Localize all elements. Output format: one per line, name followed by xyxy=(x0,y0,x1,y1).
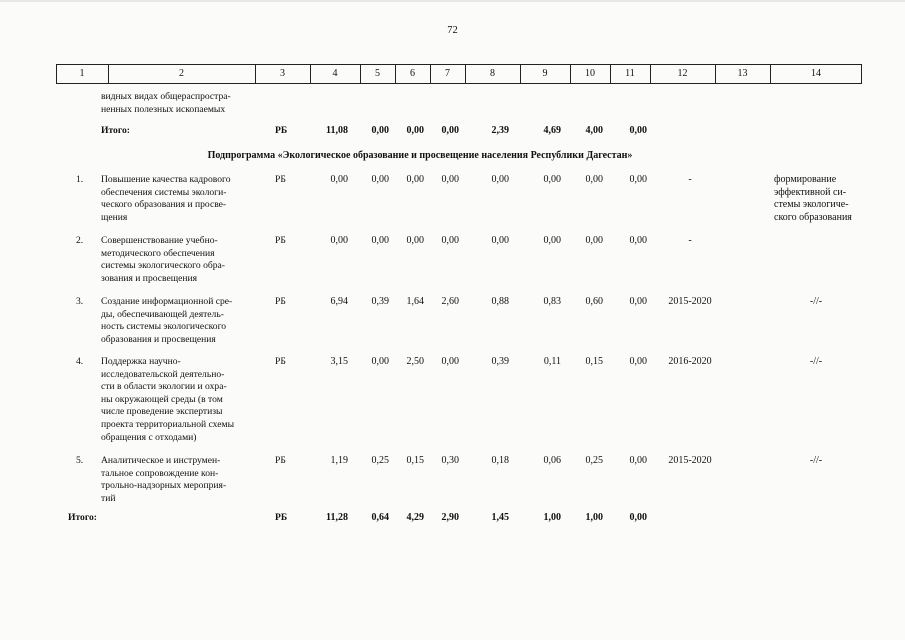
row-result: -//- xyxy=(809,455,823,466)
row-number: 1. xyxy=(76,174,84,185)
total-source: РБ xyxy=(275,512,288,523)
row-value: 1,64 xyxy=(406,296,424,307)
total-value: 1,00 xyxy=(543,512,561,523)
column-header-8: 8 xyxy=(490,68,495,79)
row-value: 0,39 xyxy=(371,296,389,307)
column-divider xyxy=(430,64,431,84)
column-divider xyxy=(395,64,396,84)
subprogram-title: Подпрограмма «Экологическое образование и просвещение населения Республики Дагестан» xyxy=(207,150,633,161)
row-value: 0,11 xyxy=(543,356,561,367)
subtotal-value: 0,00 xyxy=(406,125,424,136)
row-number: 2. xyxy=(76,235,84,246)
row-period: 2015-2020 xyxy=(668,296,712,307)
row-period: - xyxy=(688,235,692,246)
subtotal-value: 2,39 xyxy=(491,125,509,136)
column-header-13: 13 xyxy=(737,68,748,79)
row-value: 0,00 xyxy=(441,356,459,367)
row-source: РБ xyxy=(275,455,286,466)
row-value: 6,94 xyxy=(330,296,348,307)
column-divider xyxy=(715,64,716,84)
row-source: РБ xyxy=(275,235,286,246)
row-value: 0,00 xyxy=(371,174,389,185)
row-value: 0,00 xyxy=(441,235,459,246)
column-header-1: 1 xyxy=(79,68,85,79)
row-source: РБ xyxy=(275,174,286,185)
column-header-3: 3 xyxy=(280,68,285,79)
row-value: 0,15 xyxy=(406,455,424,466)
row-value: 0,00 xyxy=(585,235,603,246)
subtotal-label: Итого: xyxy=(101,125,130,136)
row-value: 0,00 xyxy=(629,235,647,246)
row-value: 0,00 xyxy=(543,235,561,246)
row-value: 0,83 xyxy=(543,296,561,307)
column-divider xyxy=(465,64,466,84)
column-divider xyxy=(108,64,109,84)
total-value: 1,00 xyxy=(585,512,603,523)
column-divider xyxy=(570,64,571,84)
row-value: 0,06 xyxy=(543,455,561,466)
row-value: 0,25 xyxy=(585,455,603,466)
subtotal-value: 4,69 xyxy=(543,125,561,136)
row-value: 0,00 xyxy=(629,296,647,307)
total-value: 11,28 xyxy=(326,512,348,523)
column-divider xyxy=(650,64,651,84)
page-number: 72 xyxy=(447,25,458,36)
row-value: 0,00 xyxy=(629,356,647,367)
row-value: 0,60 xyxy=(585,296,603,307)
row-value: 1,19 xyxy=(330,455,348,466)
row-value: 0,25 xyxy=(371,455,389,466)
row-value: 0,00 xyxy=(371,356,389,367)
row-value: 2,50 xyxy=(406,356,424,367)
row-value: 0,88 xyxy=(491,296,509,307)
column-divider xyxy=(770,64,771,84)
column-header-10: 10 xyxy=(585,68,595,79)
row-value: 0,00 xyxy=(585,174,603,185)
column-header-4: 4 xyxy=(332,68,338,79)
column-header-12: 12 xyxy=(677,68,688,79)
column-divider xyxy=(610,64,611,84)
column-header-9: 9 xyxy=(542,68,548,79)
row-result: -//- xyxy=(809,356,823,367)
total-value: 2,90 xyxy=(441,512,459,523)
row-name: Аналитическое и инструмен- тальное сопровождение кон- трольно-надзорных мероприя- тий xyxy=(101,455,227,504)
row-value: 0,00 xyxy=(330,235,348,246)
total-value: 0,00 xyxy=(629,512,647,523)
row-value: 0,15 xyxy=(585,356,603,367)
column-divider xyxy=(255,64,256,84)
column-header-7: 7 xyxy=(445,68,450,79)
continuation-text: видных видах общераспростра- ненных полезных ископаемых xyxy=(101,91,231,115)
subtotal-value: 11,08 xyxy=(326,125,348,136)
row-value: 3,15 xyxy=(330,356,348,367)
row-value: 0,00 xyxy=(406,235,424,246)
row-value: 0,00 xyxy=(441,174,459,185)
subtotal-value: 0,00 xyxy=(629,125,647,136)
row-result: -//- xyxy=(809,296,823,307)
row-name: Совершенствование учебно- методического обеспечения системы экологического обра- зования и просвещения xyxy=(101,235,226,284)
column-header-14: 14 xyxy=(811,68,821,79)
row-name: Создание информационной сре- ды, обеспечивающей деятель- ность системы экологического образования и просвещения xyxy=(101,296,233,345)
subtotal-value: 0,00 xyxy=(441,125,459,136)
row-number: 3. xyxy=(76,296,84,307)
row-name: Повышение качества кадрового обеспечения системы экологи- ческого образования и просве- щения xyxy=(101,174,231,223)
row-number: 5. xyxy=(76,455,84,466)
row-period: 2015-2020 xyxy=(668,455,712,466)
row-source: РБ xyxy=(275,356,286,367)
row-value: 0,00 xyxy=(629,455,647,466)
subtotal-value: 4,00 xyxy=(585,125,603,136)
subtotal-source: РБ xyxy=(275,125,288,136)
row-value: 0,00 xyxy=(491,235,509,246)
row-value: 0,00 xyxy=(543,174,561,185)
scan-edge xyxy=(0,0,905,2)
row-value: 0,00 xyxy=(629,174,647,185)
column-divider xyxy=(520,64,521,84)
row-result: формирование эффективной си- стемы экологиче- ского образования xyxy=(774,174,852,223)
row-value: 0,30 xyxy=(441,455,459,466)
row-value: 0,39 xyxy=(491,356,509,367)
row-value: 0,00 xyxy=(491,174,509,185)
row-value: 0,00 xyxy=(330,174,348,185)
total-value: 1,45 xyxy=(491,512,509,523)
row-source: РБ xyxy=(275,296,286,307)
row-value: 0,00 xyxy=(371,235,389,246)
total-value: 0,64 xyxy=(371,512,389,523)
column-header-2: 2 xyxy=(179,68,184,79)
row-value: 0,18 xyxy=(491,455,509,466)
column-divider xyxy=(310,64,311,84)
column-header-5: 5 xyxy=(375,68,380,79)
total-label: Итого: xyxy=(68,512,97,523)
row-value: 2,60 xyxy=(441,296,459,307)
row-number: 4. xyxy=(76,356,84,367)
column-header-6: 6 xyxy=(410,68,415,79)
column-header-11: 11 xyxy=(625,68,635,79)
row-period: - xyxy=(688,174,692,185)
row-value: 0,00 xyxy=(406,174,424,185)
subtotal-value: 0,00 xyxy=(371,125,389,136)
total-value: 4,29 xyxy=(406,512,424,523)
column-divider xyxy=(360,64,361,84)
row-name: Поддержка научно- исследовательской деятельно- сти в области экологии и охра- ны окружающей среды (в том числе проведение экспертизы проекта территориальной схемы обращения с отходами) xyxy=(101,356,235,443)
row-period: 2016-2020 xyxy=(668,356,712,367)
